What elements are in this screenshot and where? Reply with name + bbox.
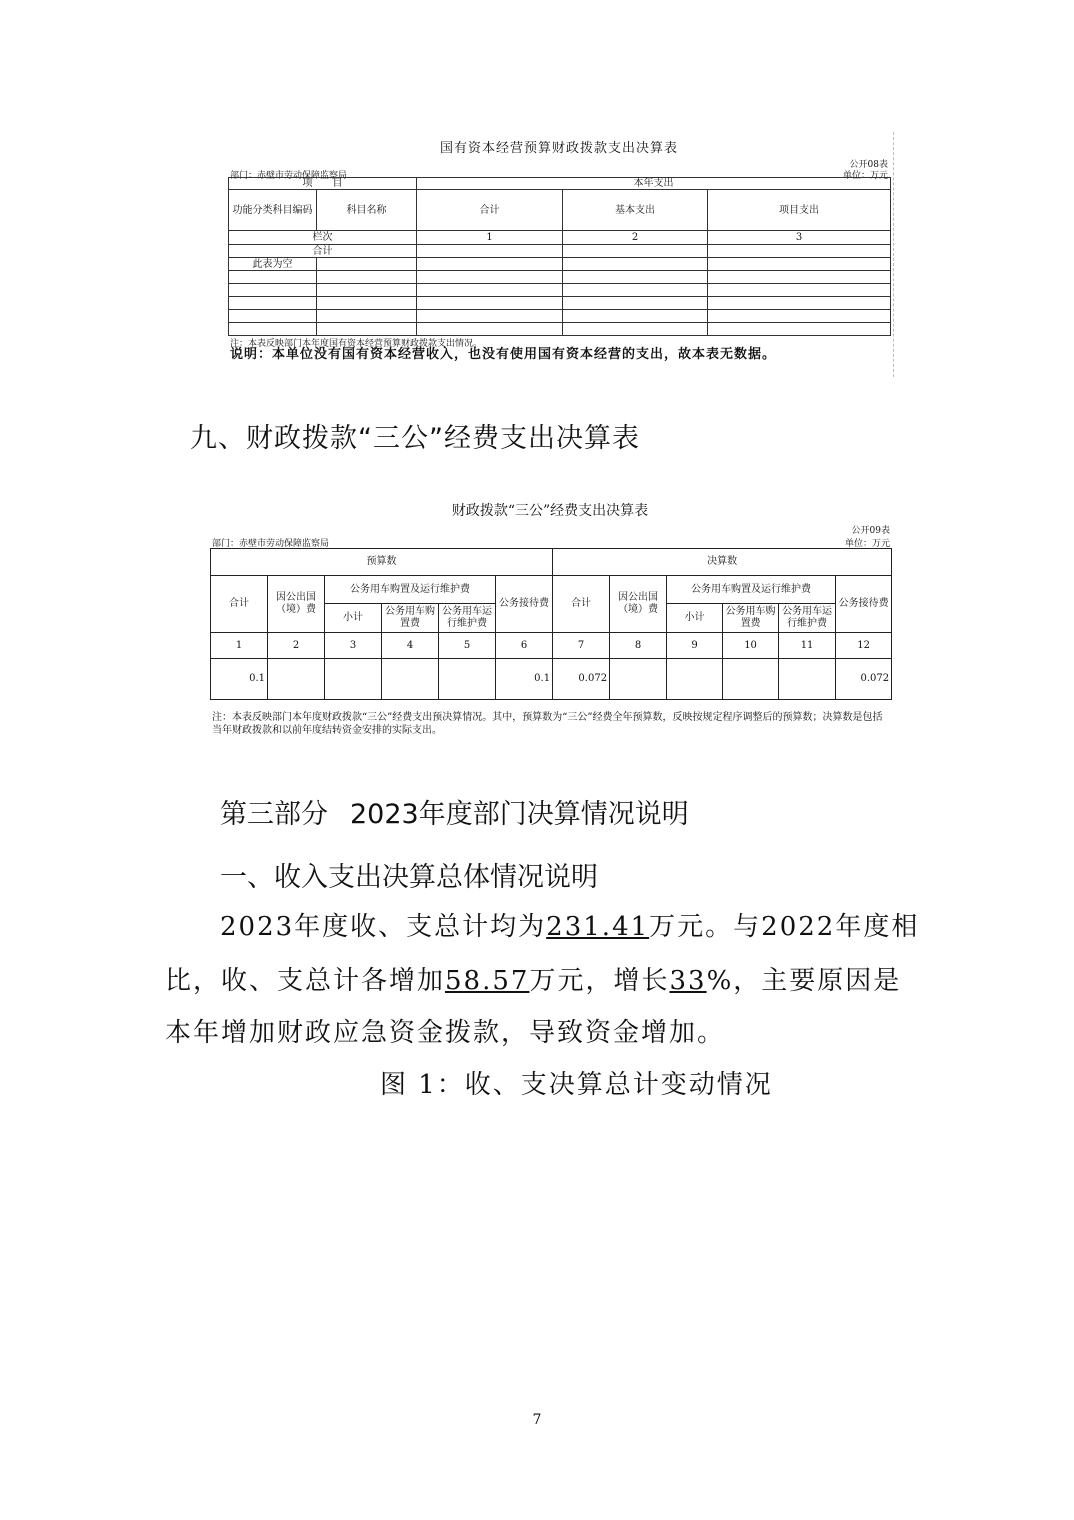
col-vehicle: 公务用车购置及运行维护费 bbox=[325, 576, 496, 604]
paragraph-line bbox=[165, 960, 913, 997]
seq-cell: 6 bbox=[496, 633, 553, 659]
subsection-heading: 一、收入支出决算总体情况说明 bbox=[220, 862, 598, 893]
table2-department: 部门：赤壁市劳动保障监察局 bbox=[212, 539, 330, 549]
col-total: 合计 bbox=[417, 190, 563, 231]
seq-cell: 7 bbox=[553, 633, 610, 659]
value-cell bbox=[667, 659, 723, 700]
seq-cell: 1 bbox=[211, 633, 268, 659]
page-number: 7 bbox=[532, 1412, 542, 1428]
col-maintenance: 公务用车运行维护费 bbox=[779, 604, 836, 633]
seq-cell: 4 bbox=[382, 633, 439, 659]
col-reception: 公务接待费 bbox=[496, 576, 553, 633]
header-item: 项 目 bbox=[229, 178, 417, 190]
state-capital-expenditure-table bbox=[228, 177, 891, 336]
seq-cell: 11 bbox=[779, 633, 836, 659]
total-value: 231.41 bbox=[546, 912, 650, 942]
header-current-expenditure: 本年支出 bbox=[417, 178, 891, 190]
part-title: 2023年度部门决算情况说明 bbox=[350, 799, 689, 830]
table2-title: 财政拨款“三公”经费支出决算表 bbox=[451, 503, 649, 519]
col-purchase: 公务用车购置费 bbox=[382, 604, 439, 633]
text-segment: 万元。与2022年度相 bbox=[649, 912, 920, 942]
text-segment: 2023年度收、支总计均为 bbox=[220, 912, 547, 942]
table1-note: 注：本表反映部门本年度国有资本经营预算财政拨款支出情况。 bbox=[230, 339, 483, 349]
value-cell bbox=[268, 659, 325, 700]
paragraph-line bbox=[220, 906, 920, 943]
value-cell: 0.072 bbox=[836, 659, 892, 700]
table1-description: 说明：本单位没有国有资本经营收入，也没有使用国有资本经营的支出，故本表无数据。 bbox=[230, 347, 777, 362]
seq-cell: 12 bbox=[836, 633, 892, 659]
value-cell: 0.072 bbox=[553, 659, 610, 700]
table1-department: 部门：赤壁市劳动保障监察局 bbox=[230, 171, 348, 181]
value-cell bbox=[382, 659, 439, 700]
col-maintenance: 公务用车运行维护费 bbox=[439, 604, 496, 633]
text-segment: %，主要原因是 bbox=[706, 966, 902, 996]
col-vehicle: 公务用车购置及运行维护费 bbox=[667, 576, 836, 604]
part-heading bbox=[220, 792, 689, 831]
table1-title: 国有资本经营预算财政拨款支出决算表 bbox=[439, 141, 678, 156]
increase-value: 58.57 bbox=[445, 966, 530, 996]
three-public-expenses-table bbox=[210, 548, 892, 700]
col-reception: 公务接待费 bbox=[836, 576, 892, 633]
scan-edge bbox=[893, 132, 904, 377]
col-total: 合计 bbox=[211, 576, 268, 633]
value-cell: 0.1 bbox=[496, 659, 553, 700]
col-subtotal: 小计 bbox=[325, 604, 382, 633]
col-abroad: 因公出国（境）费 bbox=[268, 576, 325, 633]
seq-cell: 10 bbox=[723, 633, 779, 659]
row-total-label: 合计 bbox=[229, 245, 417, 258]
col-project: 项目支出 bbox=[708, 190, 891, 231]
text-segment: 比，收、支总计各增加 bbox=[165, 966, 446, 996]
value-cell bbox=[325, 659, 382, 700]
text-segment: 万元，增长 bbox=[529, 966, 670, 996]
value-cell bbox=[439, 659, 496, 700]
figure-caption: 图 1：收、支决算总计变动情况 bbox=[380, 1070, 773, 1100]
seq-cell: 9 bbox=[667, 633, 723, 659]
seq-cell: 8 bbox=[610, 633, 667, 659]
value-cell bbox=[610, 659, 667, 700]
col-basic: 基本支出 bbox=[563, 190, 708, 231]
part-label: 第三部分 bbox=[220, 799, 328, 830]
seq-cell: 3 bbox=[708, 231, 891, 245]
table2-unit: 单位：万元 bbox=[844, 539, 890, 549]
table1-unit: 单位：万元 bbox=[842, 171, 888, 181]
col-function-code: 功能分类科目编码 bbox=[229, 190, 317, 231]
col-subtotal: 小计 bbox=[667, 604, 723, 633]
table2-code: 公开09表 bbox=[851, 526, 890, 536]
seq-cell: 5 bbox=[439, 633, 496, 659]
table2-note: 注：本表反映部门本年度财政拨款“三公”经费支出预决算情况。其中，预算数为“三公”经费全年预算数，反映按规定程序调整后的预算数；决算数是包括当年财政拨款和以前年度结转资金安排的实际支出。 bbox=[212, 712, 883, 736]
col-purchase: 公务用车购置费 bbox=[723, 604, 779, 633]
seq-cell: 1 bbox=[417, 231, 563, 245]
value-cell: 0.1 bbox=[211, 659, 268, 700]
final-header: 决算数 bbox=[553, 549, 892, 576]
value-cell bbox=[779, 659, 836, 700]
seq-cell: 2 bbox=[268, 633, 325, 659]
table1-code: 公开08表 bbox=[849, 160, 888, 170]
paragraph-line: 本年增加财政应急资金拨款，导致资金增加。 bbox=[165, 1018, 726, 1048]
empty-label: 此表为空 bbox=[229, 258, 317, 271]
row-seq-label: 栏次 bbox=[229, 231, 417, 245]
col-abroad: 因公出国（境）费 bbox=[610, 576, 667, 633]
col-subject-name: 科目名称 bbox=[317, 190, 417, 231]
budget-header: 预算数 bbox=[211, 549, 553, 576]
seq-cell: 3 bbox=[325, 633, 382, 659]
value-cell bbox=[723, 659, 779, 700]
section-heading: 九、财政拨款“三公”经费支出决算表 bbox=[190, 423, 640, 454]
col-total: 合计 bbox=[553, 576, 610, 633]
seq-cell: 2 bbox=[563, 231, 708, 245]
growth-percent: 33 bbox=[669, 966, 707, 996]
